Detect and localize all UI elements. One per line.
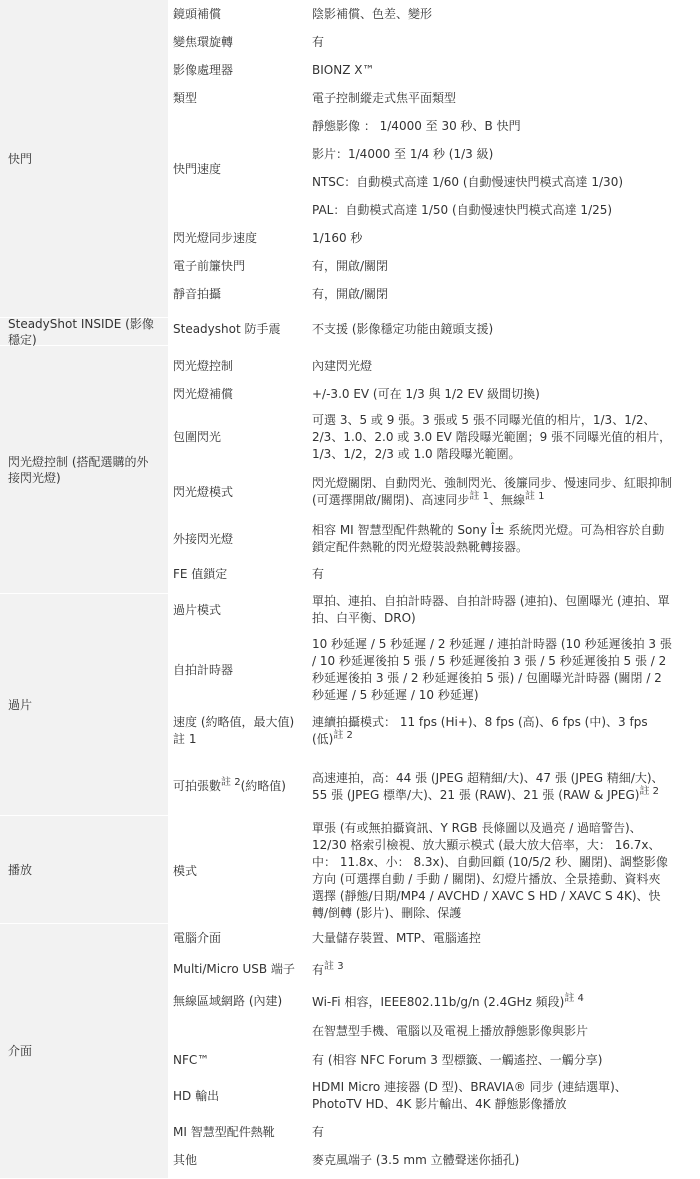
spec-value: 1/160 秒 (312, 230, 363, 245)
spec-label: 閃光燈模式 (173, 484, 234, 499)
spec-label: 閃光燈補償 (173, 386, 234, 401)
spec-value: 不支援 (影像穩定功能由鏡頭支援) (312, 321, 494, 336)
spec-label: 自拍計時器 (173, 662, 234, 677)
spec-value: 麥克風端子 (3.5 mm 立體聲迷你插孔) (312, 1152, 520, 1167)
spec-value: 有 (312, 566, 325, 581)
footnote-ref: 註 2 (639, 786, 660, 797)
spec-value: 內建閃光燈 (312, 358, 373, 373)
category-label: 過片 (8, 697, 33, 712)
footnote-ref: 註 4 (564, 992, 584, 1004)
spec-value (312, 470, 672, 514)
category-label: 快門 (8, 151, 33, 166)
spec-label: HD 輸出 (173, 1088, 220, 1103)
spec-value (312, 760, 672, 814)
category-label: 閃光燈控制 (搭配選購的外接閃光燈) (8, 454, 149, 485)
spec-value: 可選 3、5 或 9 張。3 張或 5 張不同曝光值的相片，1/3、1/2、2/3、1.0、2.0 或 3.0 EV 階段曝光範圍；9 張不同曝光值的相片，1/3、1/2，2/3 或 1.0 階段曝光範圍。 (312, 412, 672, 461)
spec-value (312, 958, 672, 982)
spec-label: 其他 (173, 1152, 198, 1167)
frames-value-text: 高速連拍，高：44 張 (JPEG 超精細/大)、47 張 (JPEG 精細/大)、55 張 (JPEG 標準/大)、21 張 (RAW)、21 張 (RAW & JPEG)$^{註 2}$ (312, 771, 664, 802)
category-label: SteadyShot INSIDE (影像穩定) (8, 316, 154, 347)
spec-label: Multi/Micro USB 端子 (173, 961, 295, 976)
spec-value: 陰影補償、色差、變形 (312, 6, 433, 21)
category-steadyshot (0, 318, 168, 346)
spec-value: 影片：1/4000 至 1/4 秒 (1/3 級) (312, 146, 494, 161)
spec-value: 10 秒延遲 / 5 秒延遲 / 2 秒延遲 / 連拍計時器 (10 秒延遲後拍 3 張 / 10 秒延遲後拍 5 張 / 5 秒延遲後拍 3 張 / 5 秒延遲後拍 5 張 / 2 秒延遲後拍 3 張 / 2 秒延遲後拍 5 張) / 包圍曝光計時器 (關閉 / 2 秒延遲 / 5 秒延遲 / 10 秒延遲) (312, 637, 672, 702)
spec-value: 單拍、連拍、自拍計時器、自拍計時器 (連拍)、包圍曝光 (連拍、單拍、白平衡、DRO) (312, 594, 670, 625)
footnote-ref: 註 3 (324, 960, 344, 972)
spec-label: 過片模式 (173, 602, 222, 617)
category-label: 介面 (8, 1044, 33, 1058)
spec-label (168, 712, 306, 750)
footnote-ref: 註 1 (469, 491, 489, 502)
speed-label-text: 速度 (約略值，最大值) 註 1 (173, 715, 295, 746)
spec-label: 變焦環旋轉 (173, 34, 234, 49)
spec-value: 大量儲存裝置、MTP、電腦遙控 (312, 930, 481, 945)
spec-label: 鏡頭補償 (173, 6, 222, 21)
footnote-ref: 註 1 (524, 491, 545, 502)
spec-label: 包圍閃光 (173, 429, 222, 444)
spec-label: 靜音拍攝 (173, 286, 222, 301)
spec-value: 單張 (有或無拍攝資訊、Y RGB 長條圖以及過亮 / 過暗警告)、12/30 格索引檢視、放大顯示模式 (最大放大倍率，大： 16.7x、中： 11.8x、小： 8.3x)、自動回顧 (10/5/2 秒、關閉)、調整影像方向 (可選擇自動 / 手動 / 關閉)、幻燈片播放、全景捲動、資料夾選擇 (靜態/日期/MP4 / AVCHD / XAVC S HD / XAVC S 4K)、快轉/倒轉 (影片)、刪除、保護 (312, 821, 668, 920)
spec-label: 模式 (173, 863, 198, 878)
flash-mode-main: 閃光燈關閉、自動閃光、強制閃光、後簾同步、慢速同步、紅眼抑制 (可選擇開啟/關閉)、高速同步 (312, 476, 673, 507)
spec-value: 相容 MI 智慧型配件熱靴的 Sony Î± 系統閃光燈。可為相容於自動鎖定配件熱靴的閃光燈裝設熱靴轉接器。 (312, 523, 665, 554)
spec-label: 影像處理器 (173, 62, 234, 77)
usb-value-text: 有$^{註 3}$ (312, 960, 344, 977)
spec-label: 類型 (173, 90, 198, 105)
footnote-ref: 註 2 (333, 730, 353, 741)
category-playback (0, 816, 168, 924)
spec-label: Steadyshot 防手震 (173, 321, 281, 336)
spec-value: +/-3.0 EV (可在 1/3 與 1/2 EV 級間切換) (312, 386, 540, 401)
spec-label: MI 智慧型配件熱靴 (173, 1124, 275, 1139)
flash-mode-text (312, 475, 672, 509)
spec-value: 有 (312, 34, 325, 49)
wlan-value-text: Wi-Fi 相容，IEEE802.11b/g/n (2.4GHz 頻段)$^{註 4}$ (312, 992, 584, 1009)
spec-label: 閃光燈同步速度 (173, 230, 258, 245)
spec-value (312, 990, 672, 1014)
spec-value: 有 (相容 NFC Forum 3 型標籤、一觸遙控、一觸分享) (312, 1052, 603, 1067)
spec-value: PAL：自動模式高達 1/50 (自動慢速快門模式高達 1/25) (312, 202, 613, 217)
footnote-ref: 註 1 (173, 732, 197, 746)
spec-value: 有，開啟/關閉 (312, 258, 389, 273)
spec-label: 快門速度 (173, 161, 222, 176)
spec-label (168, 760, 306, 812)
spec-label: NFC™ (173, 1052, 210, 1067)
flash-mode-sep: 、無線 (488, 493, 525, 507)
spec-label: 閃光燈控制 (173, 358, 234, 373)
spec-value: 有，開啟/關閉 (312, 286, 389, 301)
spec-label: 外接閃光燈 (173, 531, 234, 546)
spec-value: 電子控制縱走式焦平面類型 (312, 90, 457, 105)
spec-value: NTSC：自動模式高達 1/60 (自動慢速快門模式高達 1/30) (312, 174, 624, 189)
spec-label: FE 值鎖定 (173, 566, 228, 581)
category-shutter (0, 0, 168, 318)
category-flash (0, 346, 168, 594)
category-drive (0, 594, 168, 816)
spec-value: 有 (312, 1124, 325, 1139)
category-label: 播放 (8, 862, 33, 877)
category-interface (0, 924, 168, 1179)
footnote-ref: 註 2 (221, 776, 241, 788)
speed-value-text: 連續拍攝模式： 11 fps (Hi+)、8 fps (高)、6 fps (中)、3 fps (低)$^{註 2}$ (312, 715, 648, 746)
spec-value: 在智慧型手機、電腦以及電視上播放靜態影像與影片 (312, 1023, 589, 1038)
spec-label: 無線區域網路 (內建) (173, 993, 283, 1008)
spec-value (312, 711, 672, 751)
spec-label: 電子前簾快門 (173, 258, 246, 273)
spec-value: BIONZ X™ (312, 62, 375, 77)
spec-label: 電腦介面 (173, 930, 222, 945)
frames-label-text: 可拍張數$^{註 2}$(約略值) (173, 776, 286, 793)
spec-value: 靜態影像 ： 1/4000 至 30 秒、B 快門 (312, 118, 521, 133)
spec-value: HDMI Micro 連接器 (D 型)、BRAVIA® 同步 (連結選單)、PhotoTV HD、4K 影片輸出、4K 靜態影像播放 (312, 1080, 627, 1111)
